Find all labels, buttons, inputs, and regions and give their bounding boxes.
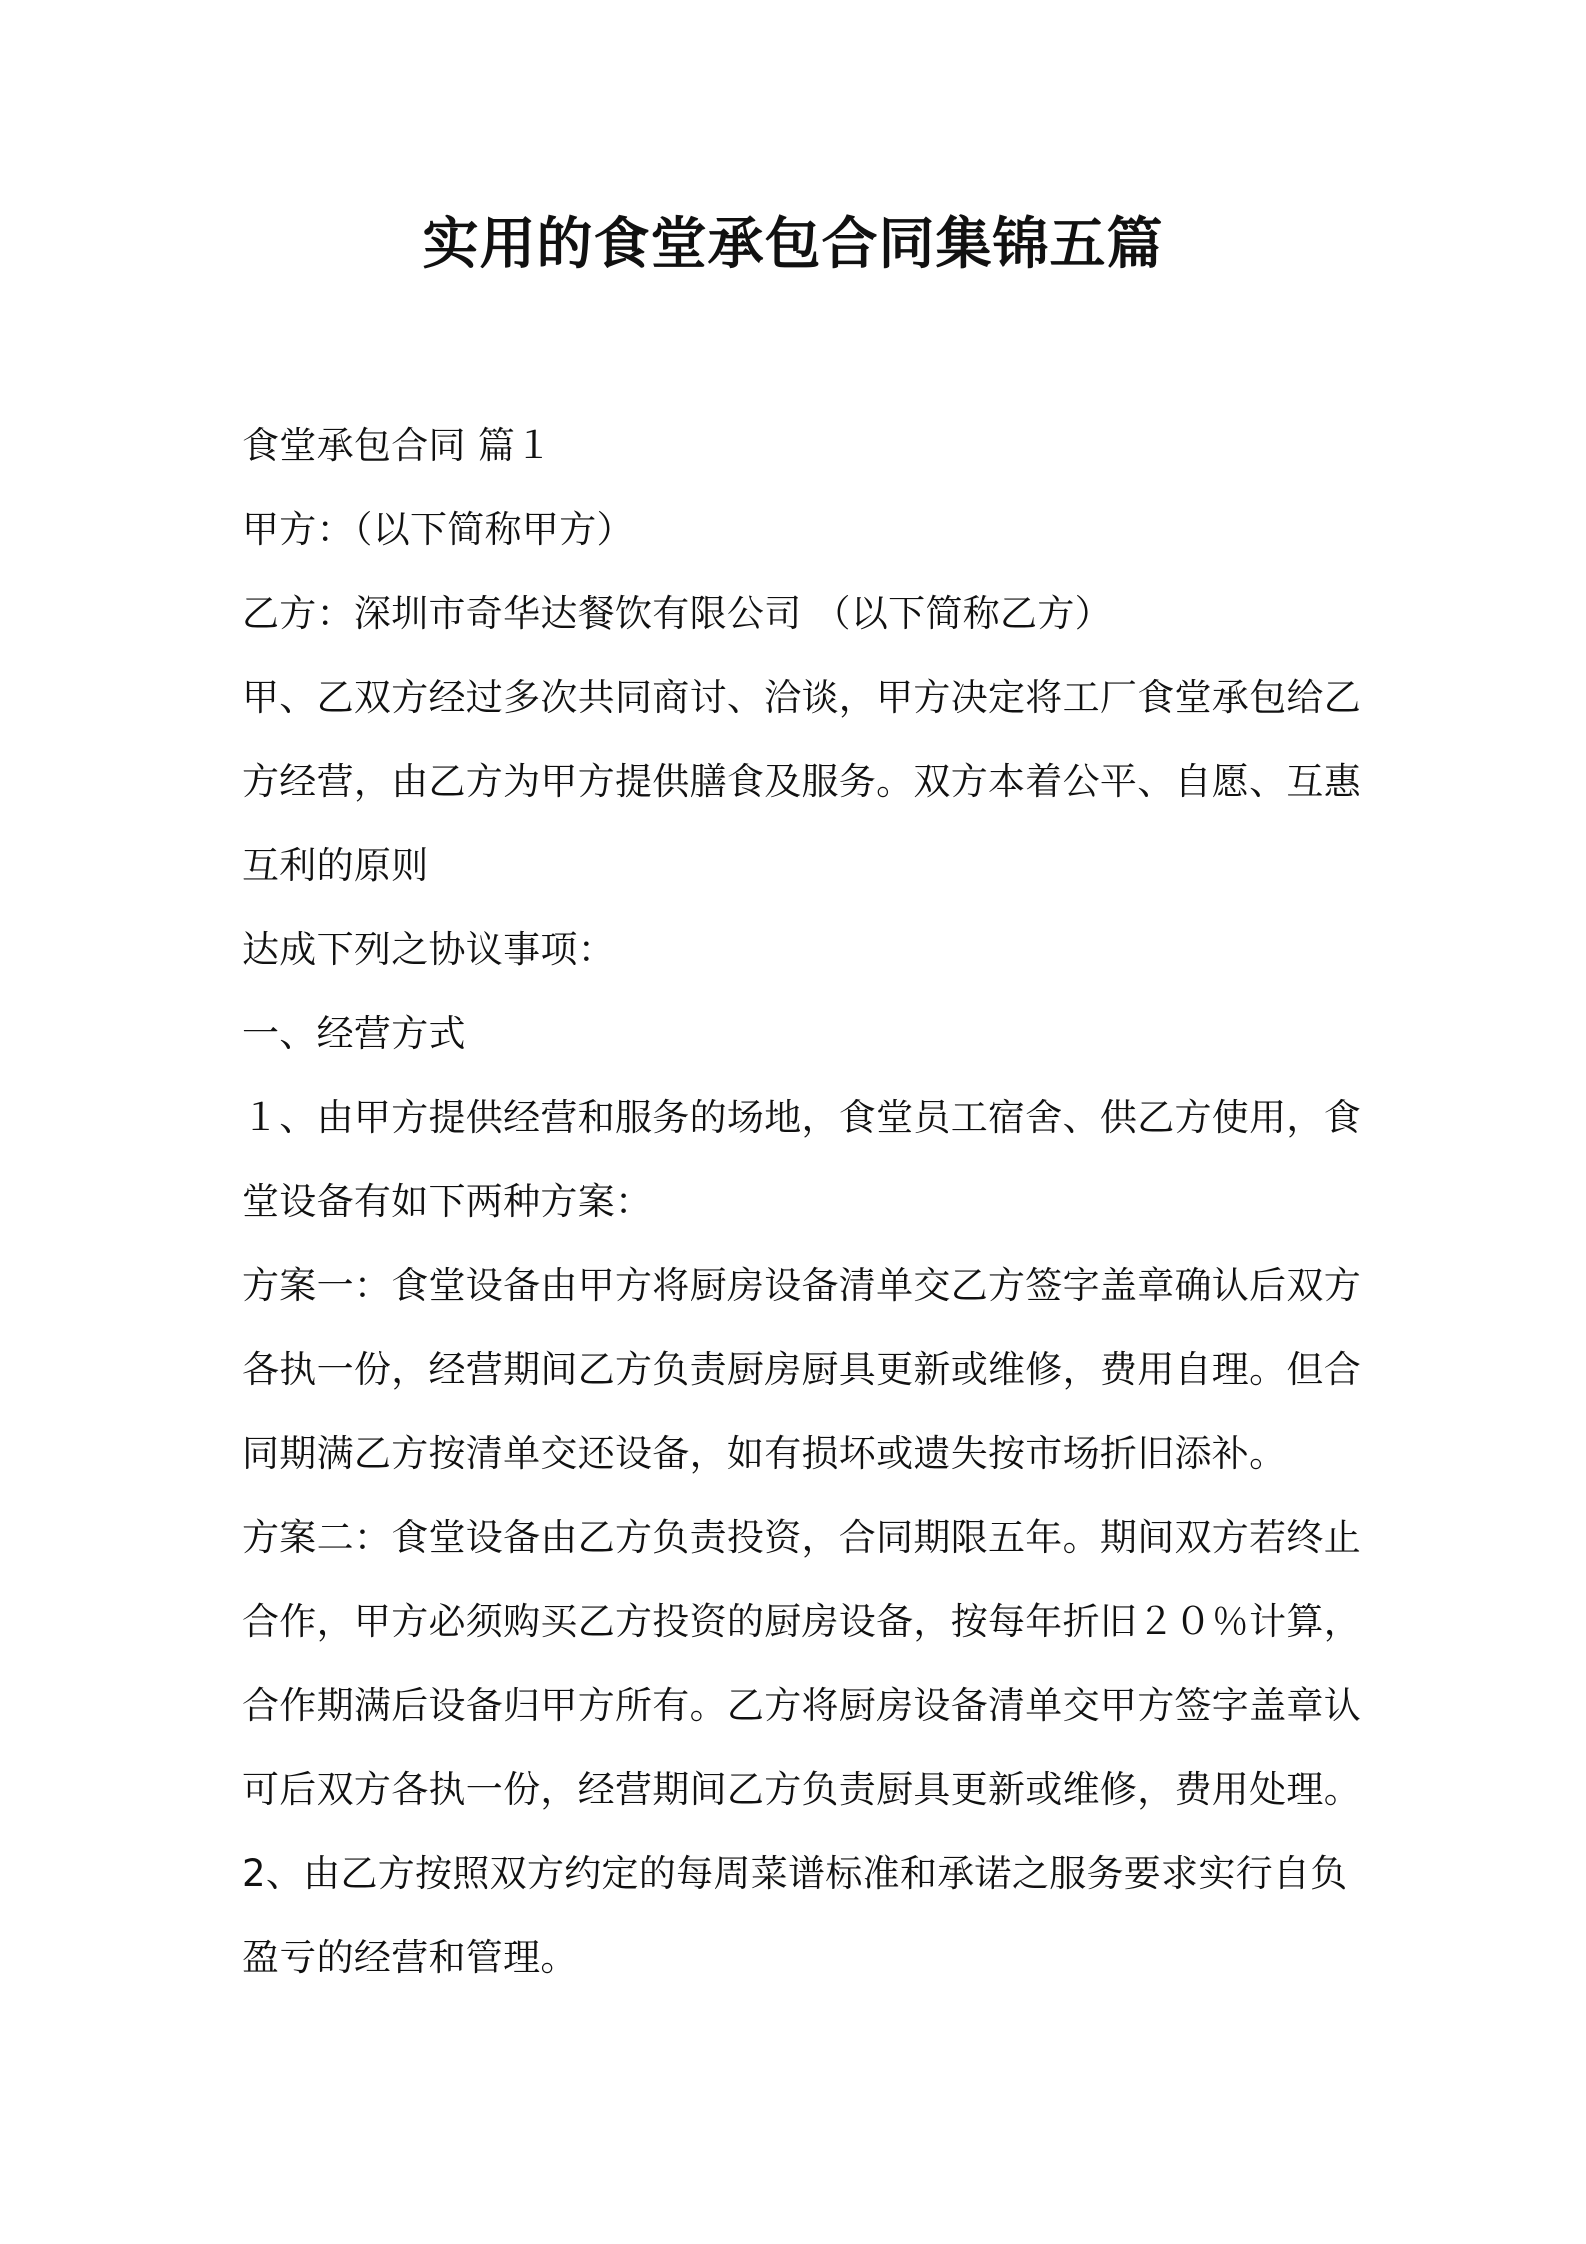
paragraph-line: 可后双方各执一份，经营期间乙方负责厨具更新或维修，费用处理。 [242, 1768, 1361, 1811]
paragraph-line: 各执一份，经营期间乙方负责厨房厨具更新或维修，费用自理。但合 [242, 1348, 1361, 1391]
paragraph-line: 方案二：食堂设备由乙方负责投资，合同期限五年。期间双方若终止 [242, 1516, 1361, 1559]
paragraph-line: 同期满乙方按清单交还设备，如有损坏或遗失按市场折旧添补。 [242, 1432, 1287, 1475]
document-title: 实用的食堂承包合同集锦五篇 [422, 212, 1164, 277]
paragraph-line: 方经营，由乙方为甲方提供膳食及服务。双方本着公平、自愿、互惠 [242, 760, 1361, 803]
document-body [242, 404, 1361, 2000]
paragraph-line: 盈亏的经营和管理。 [242, 1936, 578, 1979]
paragraph-line: 堂设备有如下两种方案： [242, 1180, 653, 1223]
paragraph-line: 合作，甲方必须购买乙方投资的厨房设备，按每年折旧２０％计算， [242, 1600, 1361, 1643]
party-a-line: 甲方：（以下简称甲方） [242, 508, 634, 551]
party-b-line: 乙方：深圳市奇华达餐饮有限公司 （以下简称乙方） [242, 592, 1112, 635]
paragraph-line: 2、由乙方按照双方约定的每周菜谱标准和承诺之服务要求实行自负 [242, 1852, 1348, 1895]
paragraph-line: 甲、乙双方经过多次共同商讨、洽谈，甲方决定将工厂食堂承包给乙 [242, 676, 1361, 719]
paragraph-line: 互利的原则 [242, 844, 429, 887]
paragraph-line: 合作期满后设备归甲方所有。乙方将厨房设备清单交甲方签字盖章认 [242, 1684, 1361, 1727]
paragraph-line: 达成下列之协议事项： [242, 928, 615, 971]
clause-heading: 一、经营方式 [242, 1012, 466, 1055]
section-heading: 食堂承包合同 篇１ [242, 424, 553, 467]
paragraph-line: 方案一：食堂设备由甲方将厨房设备清单交乙方签字盖章确认后双方 [242, 1264, 1361, 1307]
paragraph-line: １、由甲方提供经营和服务的场地，食堂员工宿舍、供乙方使用，食 [242, 1096, 1361, 1139]
